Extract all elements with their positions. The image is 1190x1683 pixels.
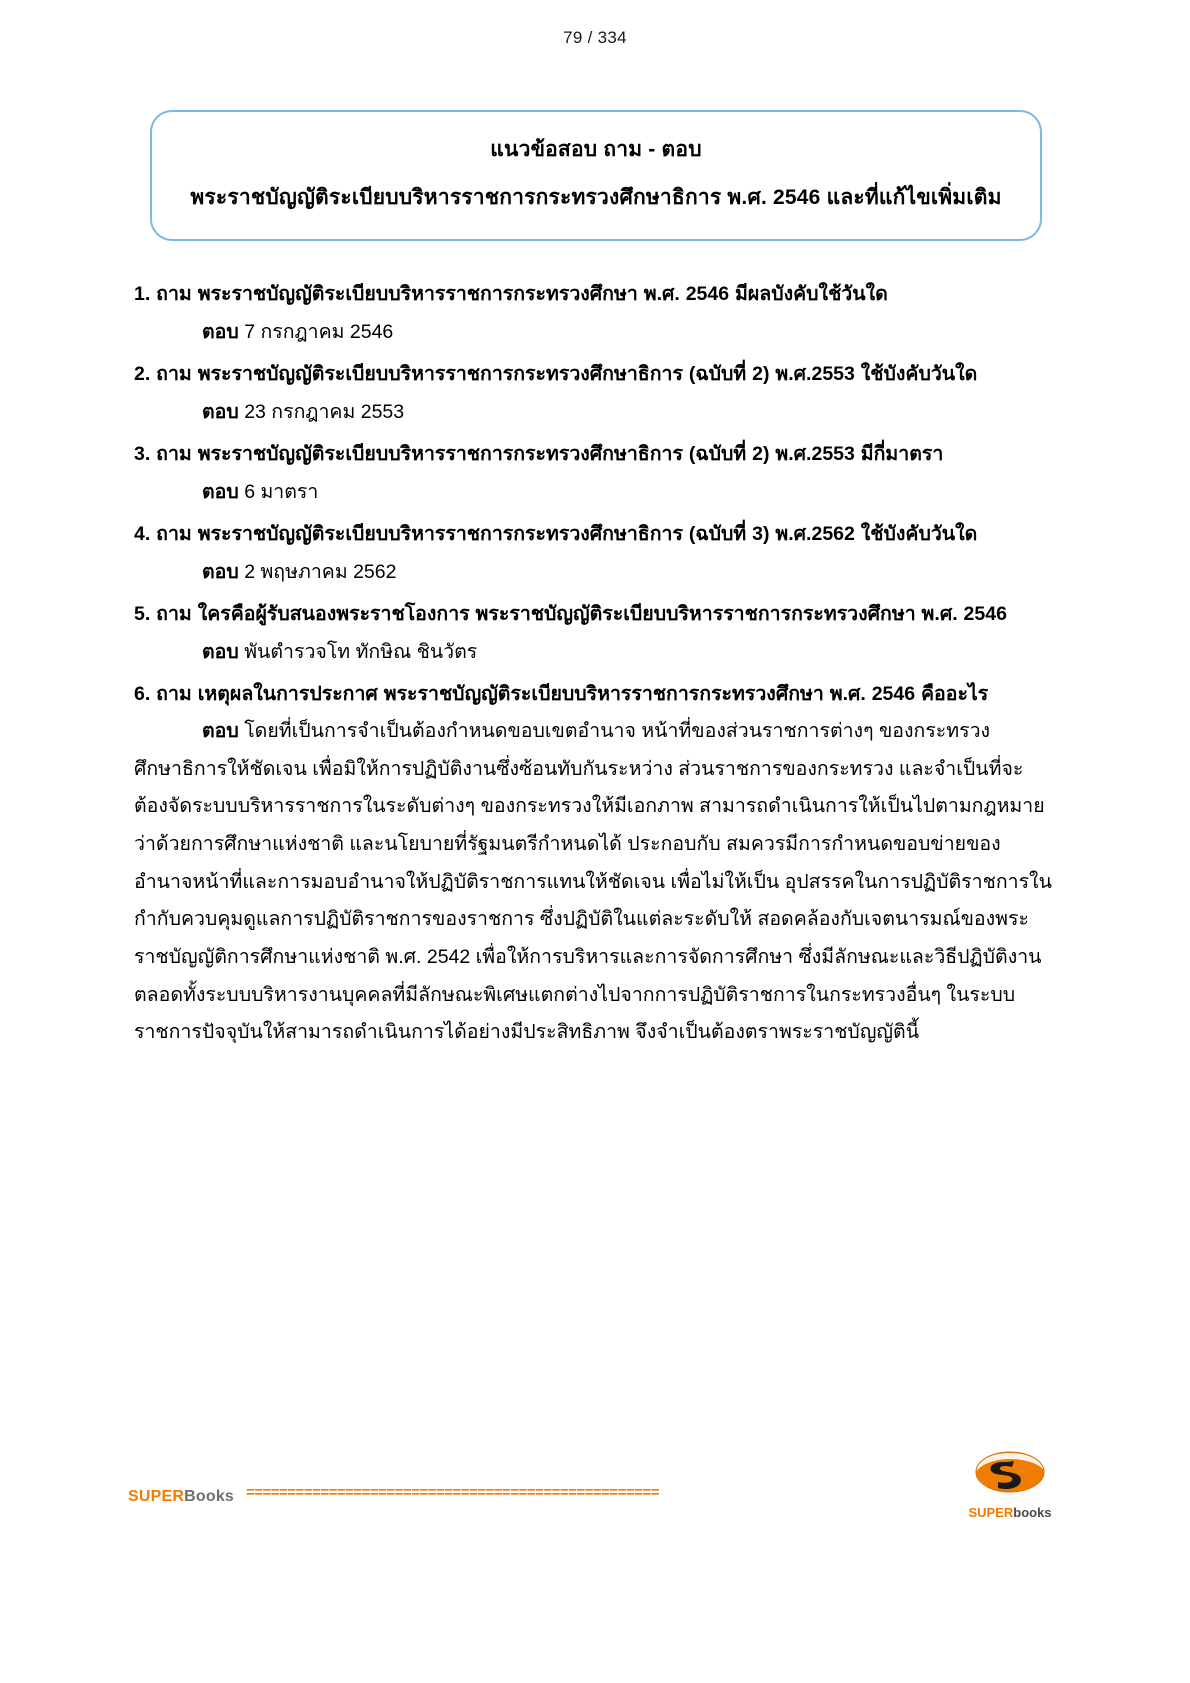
question-text: 4. ถาม พระราชบัญญัติระเบียบบริหารราชการกระทรวงศึกษาธิการ (ฉบับที่ 3) พ.ศ.2562 ใช้บังคับวันใด: [134, 523, 978, 546]
answer-label: ตอบ: [202, 720, 239, 743]
qa-item: [134, 355, 1054, 431]
qa-item: [134, 275, 1054, 351]
footer-brand-books: Books: [184, 1488, 235, 1505]
qa-item: [134, 595, 1054, 671]
answer-text: 6 มาตรา: [244, 481, 319, 504]
answer-text: 2 พฤษภาคม 2562: [244, 561, 397, 584]
answer-label: ตอบ: [202, 641, 239, 664]
exam-title-box: [150, 110, 1042, 241]
question-text: 6. ถาม เหตุผลในการประกาศ พระราชบัญญัติระเบียบบริหารราชการกระทรวงศึกษา พ.ศ. 2546 คืออะไร: [134, 683, 989, 706]
question-text: 1. ถาม พระราชบัญญัติระเบียบบริหารราชการกระทรวงศึกษา พ.ศ. 2546 มีผลบังคับใช้วันใด: [134, 283, 888, 305]
superbooks-logo: [958, 1448, 1062, 1520]
exam-title-line-2: พระราชบัญญัติระเบียบบริหารราชการกระทรวงศึกษาธิการ พ.ศ. 2546 และที่แก้ไขเพิ่มเติม: [190, 185, 1002, 209]
page-indicator: 79 / 334: [563, 28, 627, 47]
footer-divider: ==================================================: [246, 1484, 659, 1501]
exam-title-line-1: แนวข้อสอบ ถาม - ตอบ: [490, 138, 702, 161]
answer-row: [134, 473, 1054, 511]
answer-text: พันตำรวจโท ทักษิณ ชินวัตร: [244, 641, 478, 664]
answer-row: [134, 553, 1054, 591]
question-text: 5. ถาม ใครคือผู้รับสนองพระราชโองการ พระราชบัญญัติระเบียบบริหารราชการกระทรวงศึกษา พ.ศ. 2546: [134, 603, 1007, 626]
answer-label: ตอบ: [202, 321, 239, 344]
answer-label: ตอบ: [202, 401, 239, 424]
qa-item: [134, 515, 1054, 591]
answer-text: 7 กรกฎาคม 2546: [244, 321, 394, 344]
answer-paragraph: [134, 713, 1054, 1052]
document-sheet: [128, 100, 1062, 1056]
answer-label: ตอบ: [202, 561, 239, 584]
superbooks-logo-text: [958, 1505, 1062, 1520]
answer-row: [134, 313, 1054, 351]
page-footer: [128, 1468, 1062, 1520]
footer-brand: [128, 1488, 234, 1506]
answer-row: [134, 633, 1054, 671]
answer-text: 23 กรกฎาคม 2553: [244, 401, 405, 424]
answer-text: โดยที่เป็นการจำเป็นต้องกำหนดขอบเขตอำนาจ หน้าที่ของส่วนราชการต่างๆ ของกระทรวงศึกษาธิการให้ชัดเจน เพื่อมิให้การปฏิบัติงานซึ่งซ้อนทับกันระหว่าง ส่วนราชการของกระทรวง และจำเป็นที่จะต้องจัดระบบบริหารราชการในระดับต่างๆ ของกระทรวงให้มีเอกภาพ สามารถดำเนินการให้เป็นไปตามกฎหมายว่าด้วยการศึกษาแห่งชาติ และนโยบายที่รัฐมนตรีกำหนดได้ ประกอบกับ สมควรมีการกำหนดขอบข่ายของอำนาจหน้าที่และการมอบอำนาจให้ปฏิบัติราชการแทนให้ชัดเจน เพื่อไม่ให้เป็น อุปสรรคในการปฏิบัติราชการในกำกับควบคุมดูแลการปฏิบัติราชการของราชการ ซึ่งปฏิบัติในแต่ละระดับให้ สอดคล้องกับเจตนารมณ์ของพระราชบัญญัติการศึกษาแห่งชาติ พ.ศ. 2542 เพื่อให้การบริหารและการจัดการศึกษา ซึ่งมีลักษณะและวิธีปฏิบัติงาน ตลอดทั้งระบบบริหารงานบุคคลที่มีลักษณะพิเศษแตกต่างไปจากการปฏิบัติราชการในกระทรวงอื่นๆ ในระบบราชการปัจจุบันให้สามารถดำเนินการได้อย่างมีประสิทธิภาพ จึงจำเป็นต้องตราพระราชบัญญัตินี้: [134, 720, 1052, 1044]
qa-item: [134, 675, 1054, 1052]
superbooks-logo-mark: [958, 1448, 1062, 1504]
answer-row: [134, 393, 1054, 431]
footer-brand-super: SUPER: [128, 1488, 185, 1505]
question-text: 3. ถาม พระราชบัญญัติระเบียบบริหารราชการกระทรวงศึกษาธิการ (ฉบับที่ 2) พ.ศ.2553 มีกี่มาตรา: [134, 443, 944, 466]
qa-list: [128, 275, 1062, 1052]
qa-item: [134, 435, 1054, 511]
logo-word-books: books: [1013, 1505, 1052, 1520]
answer-label: ตอบ: [202, 481, 239, 504]
question-text: 2. ถาม พระราชบัญญัติระเบียบบริหารราชการกระทรวงศึกษาธิการ (ฉบับที่ 2) พ.ศ.2553 ใช้บังคับวันใด: [134, 363, 978, 386]
logo-word-super: SUPER: [968, 1505, 1014, 1520]
